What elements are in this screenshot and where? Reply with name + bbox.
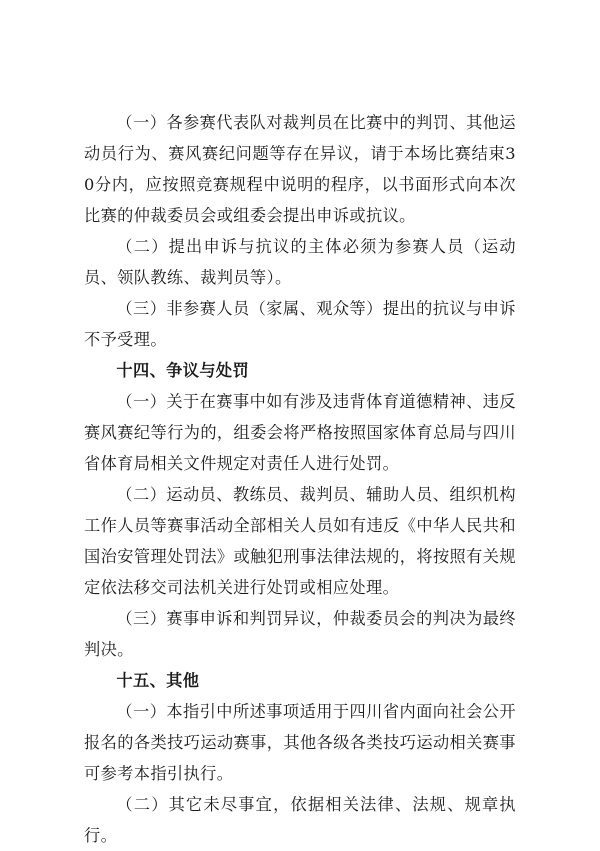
appeal-para-2: （二）提出申诉与抗议的主体必须为参赛人员（运动员、领队教练、裁判员等）。 [84, 237, 516, 287]
section-15-heading: 十五、其他 [116, 671, 200, 690]
other-para-2: （二）其它未尽事宜，依据相关法律、法规、规章执行。 [84, 795, 516, 845]
other-para-1: （一）本指引中所述事项适用于四川省内面向社会公开报名的各类技巧运动赛事，其他各级各类技巧运动相关赛事可参考本指引执行。 [84, 702, 516, 783]
appeal-para-3: （三）非参赛人员（家属、观众等）提出的抗议与申诉不予受理。 [84, 299, 516, 349]
section-14-heading: 十四、争议与处罚 [116, 361, 250, 380]
dispute-para-3: （三）赛事申诉和判罚异议，仲裁委员会的判决为最终判决。 [84, 609, 516, 659]
dispute-para-2: （二）运动员、教练员、裁判员、辅助人员、组织机构工作人员等赛事活动全部相关人员如有违反《中华人民共和国治安管理处罚法》或触犯刑事法律法规的，将按照有关规定依法移交司法机关进行处罚或相应处理。 [84, 485, 516, 597]
appeal-para-1: （一）各参赛代表队对裁判员在比赛中的判罚、其他运动员行为、赛风赛纪问题等存在异议，请于本场比赛结束30分内，应按照竞赛规程中说明的程序，以书面形式向本次比赛的仲裁委员会或组委会提出申诉或抗议。 [84, 113, 516, 225]
dispute-para-1: （一）关于在赛事中如有涉及违背体育道德精神、违反赛风赛纪等行为的，组委会将严格按照国家体育总局与四川省体育局相关文件规定对责任人进行处罚。 [84, 392, 516, 473]
